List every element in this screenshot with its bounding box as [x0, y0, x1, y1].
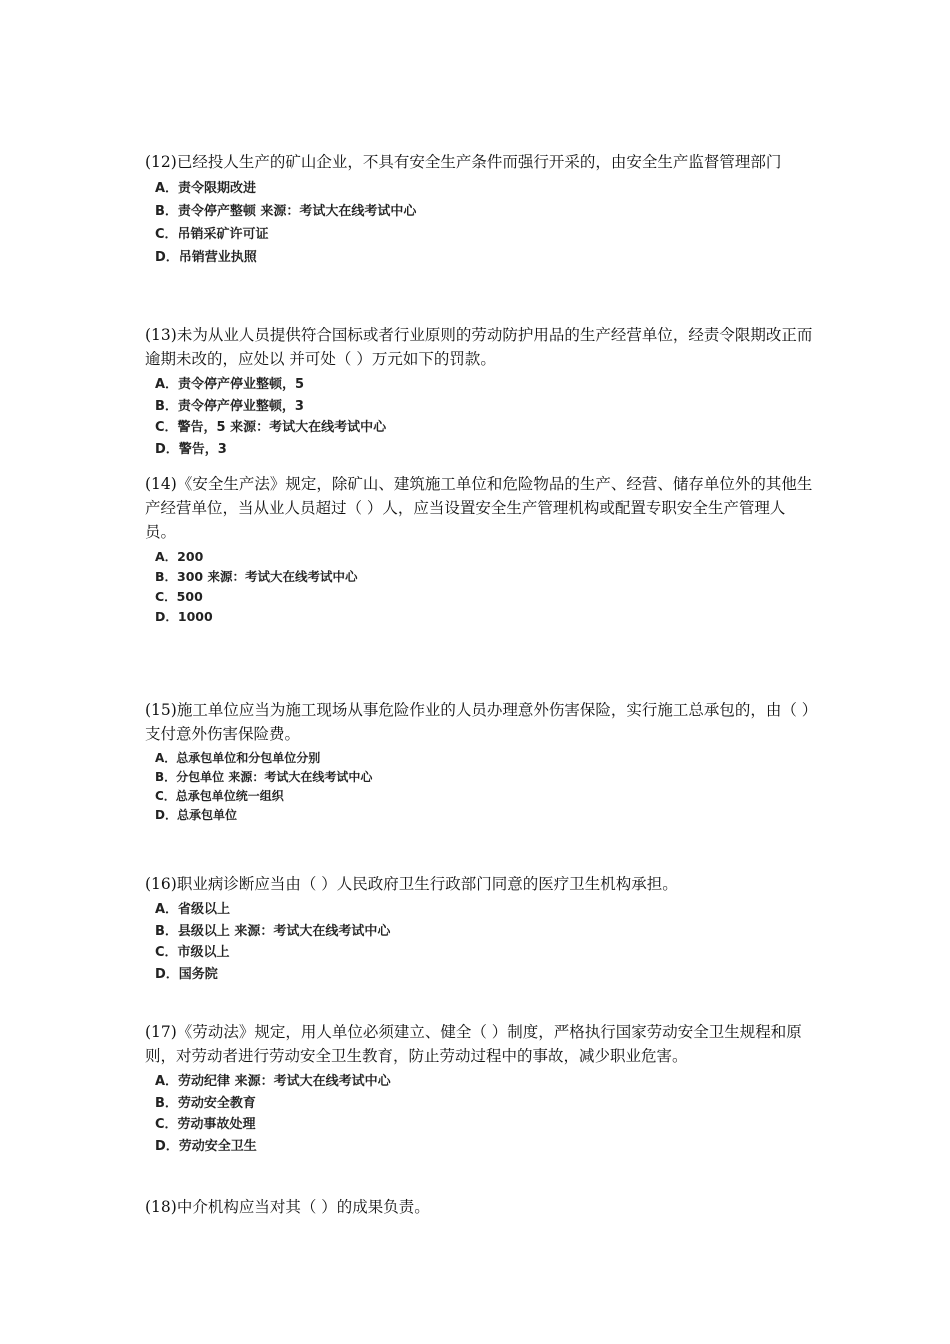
option-list [155, 749, 815, 825]
option-b: B．分包单位 来源：考试大在线考试中心 [155, 770, 373, 784]
question-stem: (15)施工单位应当为施工现场从事危险作业的人员办理意外伤害保险，实行施工总承包的，由（ ）支付意外伤害保险费。 [145, 701, 810, 743]
option-list [155, 1071, 815, 1157]
question-13 [145, 323, 815, 460]
option-d: D．总承包单位 [155, 808, 237, 822]
option-b: B．县级以上 来源：考试大在线考试中心 [155, 923, 391, 939]
question-stem: (12)已经投人生产的矿山企业，不具有安全生产条件而强行开采的，由安全生产监督管理部门 [145, 153, 782, 171]
question-12 [145, 150, 815, 269]
option-d: D．1000 [155, 609, 213, 624]
option-c: C．吊销采矿许可证 [155, 227, 269, 242]
question-14 [145, 472, 815, 627]
option-list [155, 177, 815, 269]
option-a: A．省级以上 [155, 902, 231, 917]
option-d: D．吊销营业执照 [155, 250, 257, 265]
option-a: A．责令限期改进 [155, 181, 257, 196]
option-a: A．劳动纪律 来源：考试大在线考试中心 [155, 1074, 391, 1089]
option-list [155, 547, 815, 627]
option-list [155, 374, 815, 460]
option-a: A．责令停产停业整顿，5 [155, 377, 305, 392]
option-c: C．市级以上 [155, 945, 230, 960]
option-d: D．劳动安全卫生 [155, 1138, 257, 1154]
question-18 [145, 1195, 815, 1219]
option-d: D．国务院 [155, 966, 218, 982]
option-b: B．劳动安全教育 [155, 1095, 256, 1111]
option-c: C．警告，5 来源：考试大在线考试中心 [155, 420, 387, 435]
question-16 [145, 872, 815, 985]
option-a: A．总承包单位和分包单位分别 [155, 751, 321, 765]
option-c: C．总承包单位统一组织 [155, 789, 284, 803]
question-stem: (14)《安全生产法》规定，除矿山、建筑施工单位和危险物品的生产、经营、储存单位外的其他生 产经营单位，当从业人员超过（ ）人，应当设置安全生产管理机构或配置专职安全生产管理人员。 [145, 475, 813, 541]
option-c: C．劳动事故处理 [155, 1117, 256, 1132]
option-b: B．责令停产整顿 来源：考试大在线考试中心 [155, 204, 417, 219]
option-a: A．200 [155, 549, 204, 564]
option-b: B．责令停产停业整顿，3 [155, 398, 304, 414]
question-stem: (13)未为从业人员提供符合国标或者行业原则的劳动防护用品的生产经营单位，经责令限期改正而逾期未改的，应处以 并可处（ ）万元如下的罚款。 [145, 326, 813, 368]
option-b: B．300 来源：考试大在线考试中心 [155, 569, 358, 584]
question-17 [145, 1020, 815, 1157]
option-d: D．警告，3 [155, 441, 227, 457]
option-list [155, 899, 815, 985]
question-stem: (18)中介机构应当对其（ ）的成果负责。 [145, 1198, 430, 1216]
option-c: C．500 [155, 589, 203, 604]
question-15 [145, 698, 815, 825]
question-stem: (17)《劳动法》规定，用人单位必须建立、健全（ ）制度，严格执行国家劳动安全卫生规程和原则，对劳动者进行劳动安全卫生教育，防止劳动过程中的事故，减少职业危害。 [145, 1023, 802, 1065]
question-stem: (16)职业病诊断应当由（ ）人民政府卫生行政部门同意的医疗卫生机构承担。 [145, 875, 678, 893]
